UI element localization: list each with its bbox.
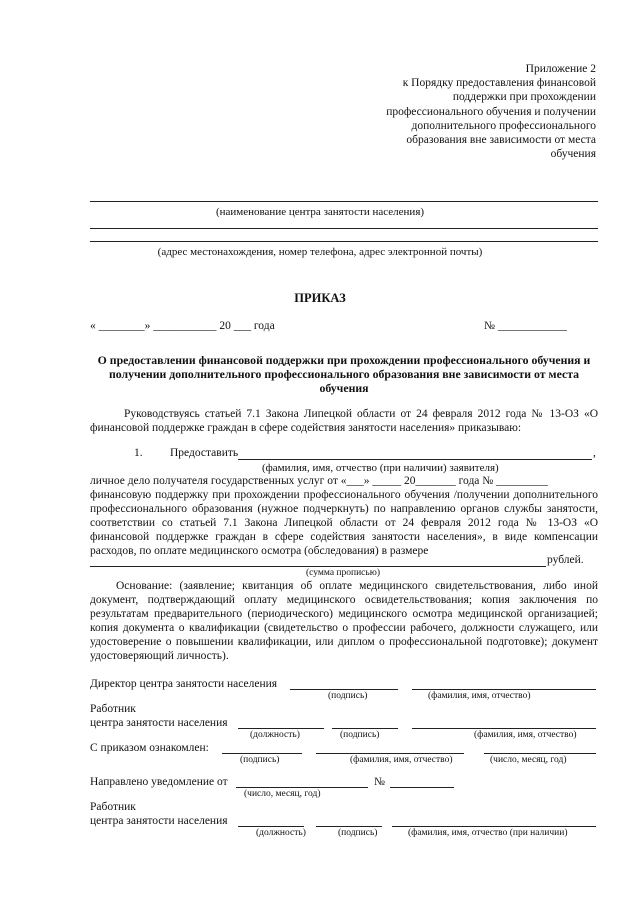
director-sign-line — [290, 689, 398, 690]
acq-fio-caption: (фамилия, имя, отчество) — [350, 755, 453, 765]
appendix-block — [356, 62, 596, 161]
order-title: ПРИКАЗ — [294, 291, 346, 305]
org-name-caption: (наименование центра занятости населения) — [215, 206, 425, 218]
order-heading: О предоставлении финансовой поддержки при прохождении профессионального обучения и получении дополнительного профессионального образования вне зависимости от места обучения — [97, 353, 591, 395]
director-label: Директор центра занятости населения — [90, 678, 278, 690]
worker1-label-2: центра занятости населения — [90, 717, 228, 729]
director-sign-caption: (подпись) — [328, 691, 368, 701]
intro-paragraph — [90, 407, 598, 435]
acq-date-line — [484, 753, 596, 754]
acq-sign-line — [222, 753, 302, 754]
notice-date-caption: (число, месяц, год) — [244, 789, 321, 799]
worker2-pos-line — [238, 826, 304, 827]
worker1-sign-caption: (подпись) — [340, 730, 380, 740]
body-paragraph: финансовую поддержку при прохождении профессионального обучения /получении дополнительного профессионального образования (нужное подчеркнуть) по направлению органов службы занятости, соответствии со статьей 7.1 Закона Липецкой области от 24 февраля 2012 года № 13-ОЗ «О финансовой поддержке граждан в сфере содействия занятости населения», в виде компенсации расходов, по оплате медицинского осмотра (обследования) в размере — [90, 489, 598, 557]
notice-date-line — [236, 787, 368, 788]
fio-line — [238, 459, 592, 460]
acq-fio-line — [316, 753, 464, 754]
notice-label: Направлено уведомление от — [90, 776, 228, 788]
worker2-fio-caption: (фамилия, имя, отчество (при наличии) — [408, 828, 568, 838]
order-number: № ____________ — [484, 320, 567, 332]
director-fio-line — [412, 689, 596, 690]
acquainted-label: С приказом ознакомлен: — [90, 742, 209, 754]
acq-date-caption: (число, месяц, год) — [490, 755, 567, 765]
appendix-line-6: образования вне зависимости от места — [406, 134, 596, 147]
item1-number: 1. — [134, 447, 143, 459]
intro-text: Руководствуясь статьей 7.1 Закона Липецкой области от 24 февраля 2012 года № 13-ОЗ «О финансовой поддержке граждан в сфере содействия занятости населения» приказываю: — [90, 408, 598, 434]
worker2-pos-caption: (должность) — [256, 828, 306, 838]
worker2-fio-line — [392, 826, 596, 827]
order-date: « ________» ___________ 20 ___ года — [90, 320, 275, 332]
worker1-label-1: Работник — [90, 703, 136, 715]
address-caption: (адрес местонахождения, номер телефона, адрес электронной почты) — [157, 246, 483, 258]
worker2-label-2: центра занятости населения — [90, 815, 228, 827]
worker1-pos-caption: (должность) — [250, 730, 300, 740]
worker1-sign-line — [332, 728, 398, 729]
fio-line-comma: , — [593, 447, 596, 459]
org-name-line — [90, 201, 598, 202]
fio-caption: (фамилия, имя, отчество (при наличии) заявителя) — [262, 462, 499, 474]
appendix-line-3: поддержки при прохождении — [452, 91, 596, 104]
worker2-sign-caption: (подпись) — [338, 828, 378, 838]
item1-word: Предоставить — [170, 447, 239, 459]
notice-number-sign: № — [374, 776, 385, 788]
worker2-sign-line — [316, 826, 382, 827]
worker1-fio-line — [412, 728, 596, 729]
worker1-pos-line — [238, 728, 324, 729]
address-line-1 — [90, 228, 598, 229]
worker1-fio-caption: (фамилия, имя, отчество) — [474, 730, 577, 740]
basis-paragraph — [90, 579, 598, 663]
director-fio-caption: (фамилия, имя, отчество) — [428, 691, 531, 701]
appendix-line-2: к Порядку предоставления финансовой — [402, 77, 596, 90]
body-line-1: личное дело получателя государственных услуг от «___» _____ 20_______ года № _________ — [90, 475, 548, 487]
appendix-line-4: профессионального обучения и получении — [386, 105, 596, 118]
sum-caption: (сумма прописью) — [306, 568, 380, 578]
appendix-line-7: обучения — [550, 148, 596, 161]
basis-text: Основание: (заявление; квитанция об оплате медицинского свидетельствования, либо иной документ, подтверждающий оплату медицинского освидетельствования; копия заключения по результатам предварительного (периодического) медицинского осмотра медицинской организацией; копия документа о квалификации (свидетельство о профессии рабочего, должности служащего, или удостоверение о повышении квалификации, или диплом о профессиональной подготовке); документ удостоверяющий личность). — [90, 580, 598, 662]
acq-sign-caption: (подпись) — [240, 755, 280, 765]
appendix-line-5: дополнительного профессионального — [411, 119, 596, 132]
notice-number-line — [390, 787, 454, 788]
worker2-label-1: Работник — [90, 801, 136, 813]
rub-tail: рублей. — [547, 554, 584, 566]
appendix-line-1: Приложение 2 — [525, 63, 596, 75]
address-line-2 — [90, 241, 598, 242]
sum-line — [90, 566, 546, 567]
